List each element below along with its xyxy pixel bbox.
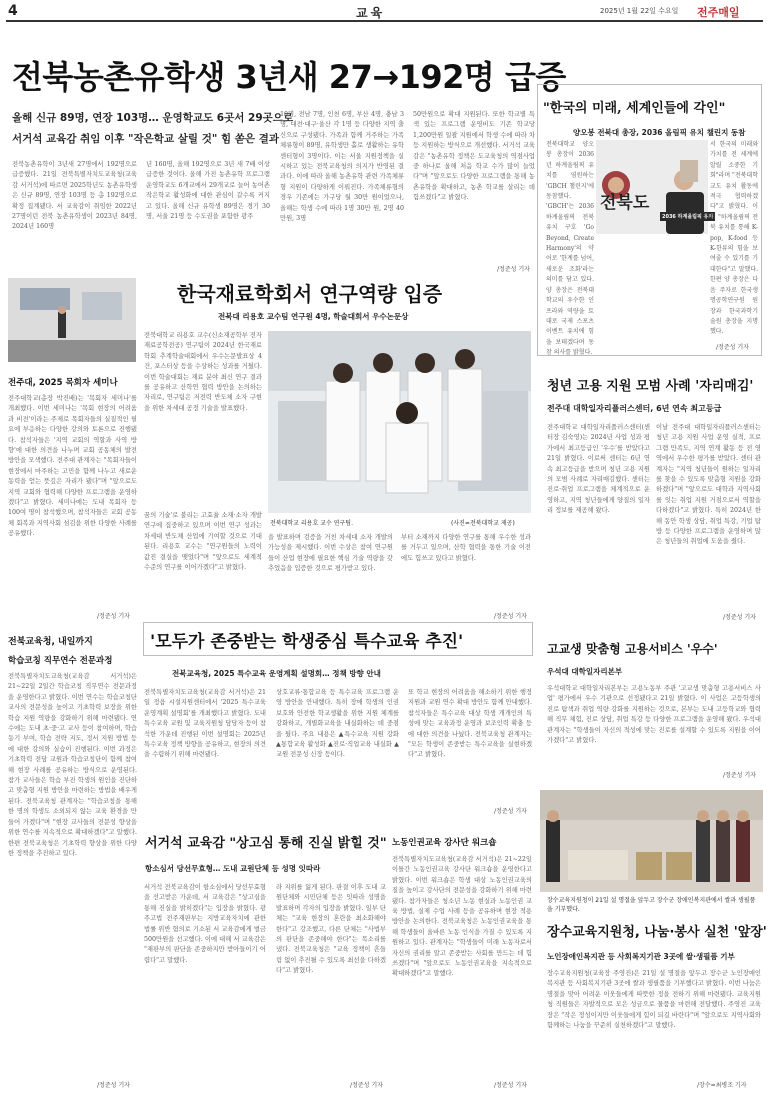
materials-byline: /정준성 기자: [494, 613, 527, 620]
seo-body-2: 라 지위를 잃게 된다. 판결 이후 도내 교원단체와 시민단체 등은 잇따라 성명을 발표하며 각자의 입장을 밝혔다. 일부 단체는 "교육 현장의 혼란을 최소화해야 한다"고 강조했고, 다른 단체는 "사법부의 판단을 존중해야 한다"는 목소리를 냈다. 전북교육청은 "교육 정책이 흔들림 없이 추진될 수 있도록 최선을 다하겠다"고 밝혔다.: [276, 884, 386, 975]
seo-subhead: 항소심서 당선무효형… 도내 교원단체 등 성명 잇따라: [145, 864, 321, 873]
coaching-byline: /정준성 기자: [97, 1082, 130, 1089]
plate-banner: 2036 하계올림픽 유치: [662, 214, 714, 220]
quote-title: "한국의 미래, 세계인들에 각인": [543, 101, 726, 116]
issue-date: 2025년 1월 22일 수요일: [600, 7, 679, 15]
materials-photo-credit: (사진=전북대학교 제공): [451, 520, 515, 527]
special-ed-body-2: 상호교류·통합교육 등 특수교육 프로그램 운영 방안을 안내했다. 특히 장애 학생의 인권 보호와 안전한 학교생활을 위한 지원 체계를 강화하고, 개별화교육을 내실화하는 데 중점을 뒀다. 주요 내용은 ▲특수교육 지원 강화 ▲통합교육 활성화 ▲진로·직업교육 내실화 ▲교원 전문성 신장 등이다.: [276, 689, 399, 759]
special-ed-headline: '모두가 존중받는 학생중심 특수교육 추진': [150, 632, 464, 652]
top-subhead-2: 서거석 교육감 취임 이후 "작은학교 살릴 것" 힘 쏟은 결과: [12, 133, 279, 145]
youth-body-2: 이날 전주대 대학일자리플러스센터는 청년 고용 지원 사업 운영 실적, 프로그램 만족도, 지역 연계 활동 등 전 영역에서 우수한 평가를 받았다. 센터 관계자는 "지역 청년들이 원하는 일자리를 찾을 수 있도록 맞춤형 지원을 강화하겠다"며 "앞으로도 대학과 지역사회를 잇는 취업 지원 거점으로서 역할을 다하겠다"고 밝혔다. 특히 2024년 한 해 동안 학생 상담, 취업 특강, 기업 탐방 등 다양한 프로그램을 운영하며 많은 청년들의 취업에 도움을 줬다.: [656, 424, 761, 546]
labor-byline: /정준성 기자: [494, 1082, 527, 1089]
section-title: 교육: [356, 6, 386, 20]
top-body-col4: 50만원으로 확대 지원된다. 또한 학교별 특색 있는 프로그램 운영비도 기존 학교당 1,200만원 일괄 지원에서 학생 수에 따라 차등 지원하는 방식으로 개선했다. 서거석 교육감은 "농촌유학 정책은 도교육청의 역점사업 중 하나로 올해 처음 학교 수가 많이 늘었다"며 "앞으로도 다양한 프로그램을 통해 농촌유학을 확대하고, 농촌 학교를 살리는 데 힘쓰겠다"고 밝혔다.: [413, 111, 535, 202]
coaching-kicker: 전북교육청, 내일까지: [8, 637, 93, 647]
youth-body-1: 전주대학교 대학일자리플러스센터(센터장 김숙영)는 2024년 사업 성과 평가에서 최고등급인 '우수'를 받았다고 21일 밝혔다. 이로써 센터는 6년 연속 최고등급을 받으며 청년 고용 지원의 모범 사례로 자리매김했다. 센터는 진로·취업 프로그램을 체계적으로 운영하고, 지역 청년들에게 양질의 일자리 정보를 제공해 왔다.: [547, 424, 650, 515]
materials-body-3: 을 발표하며 검증을 거친 차세대 소자 개발의 가능성을 제시했다. 이번 수상은 참여 연구원들이 산업 현장에 필요한 핵심 기술 역량을 갖추었음을 입증한 것으로 평가받고 있다.: [268, 534, 393, 573]
top-headline: 전북농촌유학생 3년새 27→192명 급증: [12, 58, 566, 96]
header-rule: [6, 20, 763, 22]
seo-byline: /정준성 기자: [350, 1082, 383, 1089]
labor-body: 전북특별자치도교육청(교육감 서거석)은 21~22일 이틀간 노동인권교육 강사단 워크숍을 운영한다고 밝혔다. 이번 워크숍은 학생 대상 노동인권교육의 질을 높이고 강사단의 전문성을 강화하기 위해 마련됐다. 참가자들은 청소년 노동 현실과 노동인권 교육 방법, 실제 수업 사례 등을 공유하며 현장 적용 방안을 논의한다. 전북교육청은 노동인권교육을 통해 학생들이 올바른 노동 인식을 가질 수 있도록 지원하고 있다. 관계자는 "학생들이 미래 노동자로서 자신의 권리를 알고 존중받는 사회를 만드는 데 힘쓰겠다"며 "앞으로도 노동인권교육을 지속적으로 확대하겠다"고 말했다.: [392, 856, 532, 978]
materials-body-2: 꿈의 기술'로 불리는 고효율 소재·소자 개발 연구에 집중하고 있으며 이번 연구 성과는 차세대 반도체 산업에 기여할 것으로 기대된다. 리용호 교수는 "연구원들의 노력이 값진 결실을 맺었다"며 "앞으로도 세계적 수준의 연구를 이어가겠다"고 밝혔다.: [144, 512, 262, 572]
special-ed-subhead: 전북교육청, 2025 특수교육 운영계획 설명회… 정책 방향 안내: [172, 669, 381, 678]
top-byline: /정준성 기자: [497, 266, 530, 273]
youth-headline: 청년 고용 지원 모범 사례 '자리매김': [547, 379, 754, 394]
seo-body-1: 서거석 전북교육감이 항소심에서 당선무효형을 선고받은 가운데, 서 교육감은 "상고심을 통해 진실을 밝히겠다"는 입장을 밝혔다. 광주고법 전주재판부는 지방교육자치에 관한 법률 위반 혐의로 기소된 서 교육감에게 벌금 500만원을 선고했다. 이에 대해 서 교육감은 "재판부의 판단을 존중하지만 받아들이기 어렵다"고 말했다.: [144, 884, 266, 964]
youth-subhead: 전주대 대학일자리플러스센터, 6년 연속 최고등급: [547, 404, 722, 413]
volunteer-byline: /장수=최병조 기자: [697, 1082, 747, 1089]
page-number: 4: [8, 3, 18, 19]
quote-body-right: 서 한국의 미래와 가치를 전 세계에 알릴 소중한 기회"라며 "전북대학교도 유치 활동에 적극 협력하겠다"고 밝혔다. 이어 "하계올림픽 전북 유치를 통해 K-pop, K-food 등 K-한류의 힘을 보여줄 수 있기를 기대한다"고 말했다. 한편 양 총장은 다음 주자로 한국생명공학연구원 원장과 한국과학기술원 총장을 지명했다.: [710, 141, 758, 336]
coaching-body: 전북특별자치도교육청(교육감 서거석)은 21~22일 2일간 학습코칭 직무연수 전문과정을 운영한다고 밝혔다. 이번 연수는 학습코칭단 교사의 전문성을 높이고 기초학력 보장을 위한 학습 지원 역량을 강화하기 위해 마련됐다. 연수에는 도내 초·중·고 교사 등이 참여하며, 학습 동기 부여, 학습 전략 지도, 정서 지원 방법 등에 대한 강의와 실습이 진행된다. 이번 과정은 기초학력 전담 교원과 학습코칭단이 함께 참여해 현장 사례를 공유하는 방식으로 운영된다. 참가 교사들은 학습 부진 학생의 원인을 진단하고 맞춤형 지원 방안을 마련하는 방법을 배우게 된다. 전북교육청 관계자는 "학습코칭을 통해 한 명의 학생도 소외되지 않는 교육 환경을 만들어 가겠다"며 "현장 교사들의 전문성 향상을 위한 연수를 지속적으로 확대하겠다"고 말했다. 한편 전북교육청은 기초학력 향상을 위한 다양한 정책을 추진하고 있다.: [8, 673, 137, 857]
materials-caption: 전북대학교 리용호 교수 연구팀.: [270, 520, 353, 527]
seminar-kicker: 전주대, 2025 목회자 세미나: [8, 378, 118, 388]
volunteer-photo: [540, 790, 763, 892]
materials-headline: 한국재료학회서 연구역량 입증: [177, 282, 443, 306]
materials-subhead: 전북대 리용호 교수팀 연구원 4명, 학술대회서 우수논문상: [218, 312, 409, 321]
seminar-body: 전주대학교(총장 박진배)는 '목회자 세미나'를 개최했다. 이번 세미나는 '목회 현장의 어려움과 비전'이라는 주제로 목회자들의 실질적인 필요에 부응하는 다양한 강의와 토론으로 진행됐다. 참석자들은 '지역 교회의 역할과 사역 방향'에 대한 의견을 나누며 교회 공동체의 발전 방안을 모색했다. 전주대 관계자는 "목회자들이 현장에서 마주하는 고민을 함께 나누고 새로운 동력을 얻는 뜻깊은 자리가 됐다"며 "앞으로도 지역 교회와 협력해 다양한 프로그램을 운영하겠다"고 밝혔다. 세미나에는 도내 목회자 등 100여 명이 참석했으며, 참석자들은 교회 공동체 회복과 지역사회 섬김을 위한 다양한 사례를 공유했다.: [8, 395, 137, 538]
seminar-photo-illustration: [8, 278, 136, 362]
president-photo: [596, 140, 714, 234]
hs-employment-subhead: 우석대 대학일자리본부: [547, 667, 623, 676]
special-ed-body-1: 전북특별자치도교육청(교육감 서거석)은 21일 정읍 시설지원센터에서 '2025 특수교육 운영계획 설명회'를 개최했다고 밝혔다. 도내 특수교육 교원 및 교육지원청 담당자 등이 참석한 가운데 진행된 이번 설명회는 2025년 특수교육 정책 방향을 공유하고, 현장의 의견을 수렴하기 위해 마련됐다.: [144, 689, 266, 759]
top-subhead-1: 올해 신규 89명, 연장 103명… 운영학교도 6곳서 29곳으로: [12, 112, 294, 124]
quote-subtitle: 양오봉 전북대 총장, 2036 올림픽 유치 챌린지 동참: [573, 128, 746, 137]
materials-body-4: 부터 소재까지 다양한 연구를 통해 우수한 성과를 거두고 있으며, 산학 협력을 통한 기술 이전에도 힘쓰고 있다고 밝혔다.: [401, 534, 531, 562]
quote-body-left: 전북대학교 양오봉 총장이 2036년 하계올림픽 유치를 염원하는 'GBCH 챌린지'에 동참했다. 'GBCH'는 2036 하계올림픽 전북 유치 구호 'Go Beyond, Create Harmony'의 약어로 '한계를 넘어, 새로운 조화'라는 의미를 담고 있다. 양 총장은 전북대학교의 우수한 인프라와 역량을 토대로 국제 스포츠 이벤트 유치에 힘을 보태겠다며 동참 의사를 밝혔다.: [546, 141, 594, 357]
hs-employment-body: 우석대학교 대학일자리본부는 고용노동부 주관 '고교생 맞춤형 고용서비스 사업' 평가에서 우수 기관으로 선정됐다고 21일 밝혔다. 이 사업은 고등학생의 진로 탐색과 취업 역량 강화를 지원하는 것으로, 본부는 도내 고등학교와 협력해 직무 체험, 진로 상담, 취업 특강 등 다양한 프로그램을 운영해 왔다. 우석대 관계자는 "학생들이 자신의 적성에 맞는 진로를 설계할 수 있도록 지원을 이어가겠다"고 밝혔다.: [547, 685, 761, 745]
plate-text: 전북도: [600, 193, 650, 213]
quote-byline: /정준성 기자: [716, 344, 749, 351]
top-body-col1: 전북농촌유학이 3년새 27명에서 192명으로 급증했다. 21일 전북특별자치도교육청(교육감 서거석)에 따르면 2025학년도 농촌유학생은 신규 89명, 연장 103명 등 총 192명으로 확정 집계됐다. 서 교육감이 취임한 2022년 27명이던 전북 농촌유학생이 2023년 84명, 2024년 160명: [12, 161, 137, 231]
volunteer-photo-illustration: [540, 790, 763, 892]
youth-byline: /정준성 기자: [723, 614, 756, 621]
hs-employment-headline: 고교생 맞춤형 고용서비스 '우수': [547, 642, 718, 656]
materials-body-1: 전북대학교 리용호 교수(신소재공학부 전자재료공학전공) 연구팀이 2024년 한국재료학회 추계학술대회에서 우수논문발표상 4건, 포스터상 등을 수상하는 성과를 거뒀다. 이번 학술대회는 재료 분야 최신 연구 결과를 공유하고 산학연 협력 방안을 논의하는 자리로, 연구팀은 저전력 반도체 소자 구현을 위한 차세대 공정 기술을 발표했다.: [144, 332, 262, 412]
volunteer-headline: 장수교육지원청, 나눔·봉사 실천 '앞장': [547, 925, 767, 940]
top-body-col3: 10명, 전남 7명, 인천 6명, 부산 4명, 충남 3명, 대전·대구·울산 각 1명 등 다양한 지역 출신으로 구성됐다. 가족과 함께 거주하는 가족체류형이 89명, 유학생만 홀로 생활하는 유학센터형이 3명이다. 이는 서울 지원정책을 실시하고 있는 전북교육청의 의지가 반영된 결과다. 이에 따라 올해 농촌유학 관련 가족체류형 지원이 다양하게 이뤄진다. 가족체류형의 경우 기존에는 가구당 월 30만 원이었으나, 올해는 학생 수에 따라 1명 30만 원, 2명 40만원, 3명: [280, 111, 404, 223]
volunteer-caption: 장수교육지원청이 21일 설 명절을 앞두고 장수군 장애인복지관에서 쌀과 생필품을 기부했다.: [547, 897, 756, 913]
labor-kicker: 노동인권교육 강사단 워크숍: [392, 838, 497, 848]
volunteer-subhead: 노인장애인복지관 등 사회복지기관 3곳에 쌀·생필품 기부: [547, 952, 735, 961]
special-ed-byline: /정준성 기자: [494, 808, 527, 815]
materials-photo-illustration: [268, 331, 531, 513]
special-ed-body-3: 또 학교 현장의 어려움을 해소하기 위한 행정 지원과 교원 연수 확대 방안도 함께 안내했다. 참석자들은 특수교육 대상 학생 개개인의 특성에 맞는 교육과정 운영과 보조인력 확충 등에 대한 의견을 나눴다. 전북교육청 관계자는 "모든 학생이 존중받는 특수교육을 실현하겠다"고 밝혔다.: [408, 689, 532, 759]
seo-headline: 서거석 교육감 "상고심 통해 진실 밝힐 것": [145, 836, 387, 851]
materials-photo: [268, 331, 531, 513]
coaching-subkicker: 학습코칭 직무연수 전문과정: [8, 656, 113, 666]
seminar-byline: /정준성 기자: [97, 613, 130, 620]
hs-employment-byline: /정준성 기자: [723, 772, 756, 779]
top-body-col2: 년 160명, 올해 192명으로 3년 새 7배 이상 급증한 것이다. 올해 가진 농촌유학 프로그램 운영학교도 6개교에서 29개교로 늘어 농어촌 작은학교 활성화에 대한 관심이 갈수록 커지고 있다. 올해 신규 유학생 89명은 경기 30명, 서울 21명 등 수도권을 포함한 광주: [146, 161, 270, 221]
volunteer-body: 장수교육지원청(교육장 주영진)은 21일 설 명절을 앞두고 장수군 노인장애인복지관 등 사회복지기관 3곳에 쌀과 생필품을 기부했다고 밝혔다. 이번 나눔은 명절을 맞아 어려운 이웃들에게 따뜻한 정을 전하기 위해 마련됐다. 교육지원청 직원들은 자발적으로 모은 성금으로 물품을 마련해 전달했다. 주영진 교육장은 "작은 정성이지만 이웃들에게 힘이 되길 바란다"며 "앞으로도 지역사회와 함께하는 나눔을 꾸준히 실천하겠다"고 말했다.: [547, 970, 761, 1030]
seminar-photo: [8, 278, 136, 362]
paper-name: 전주매일: [697, 6, 740, 19]
